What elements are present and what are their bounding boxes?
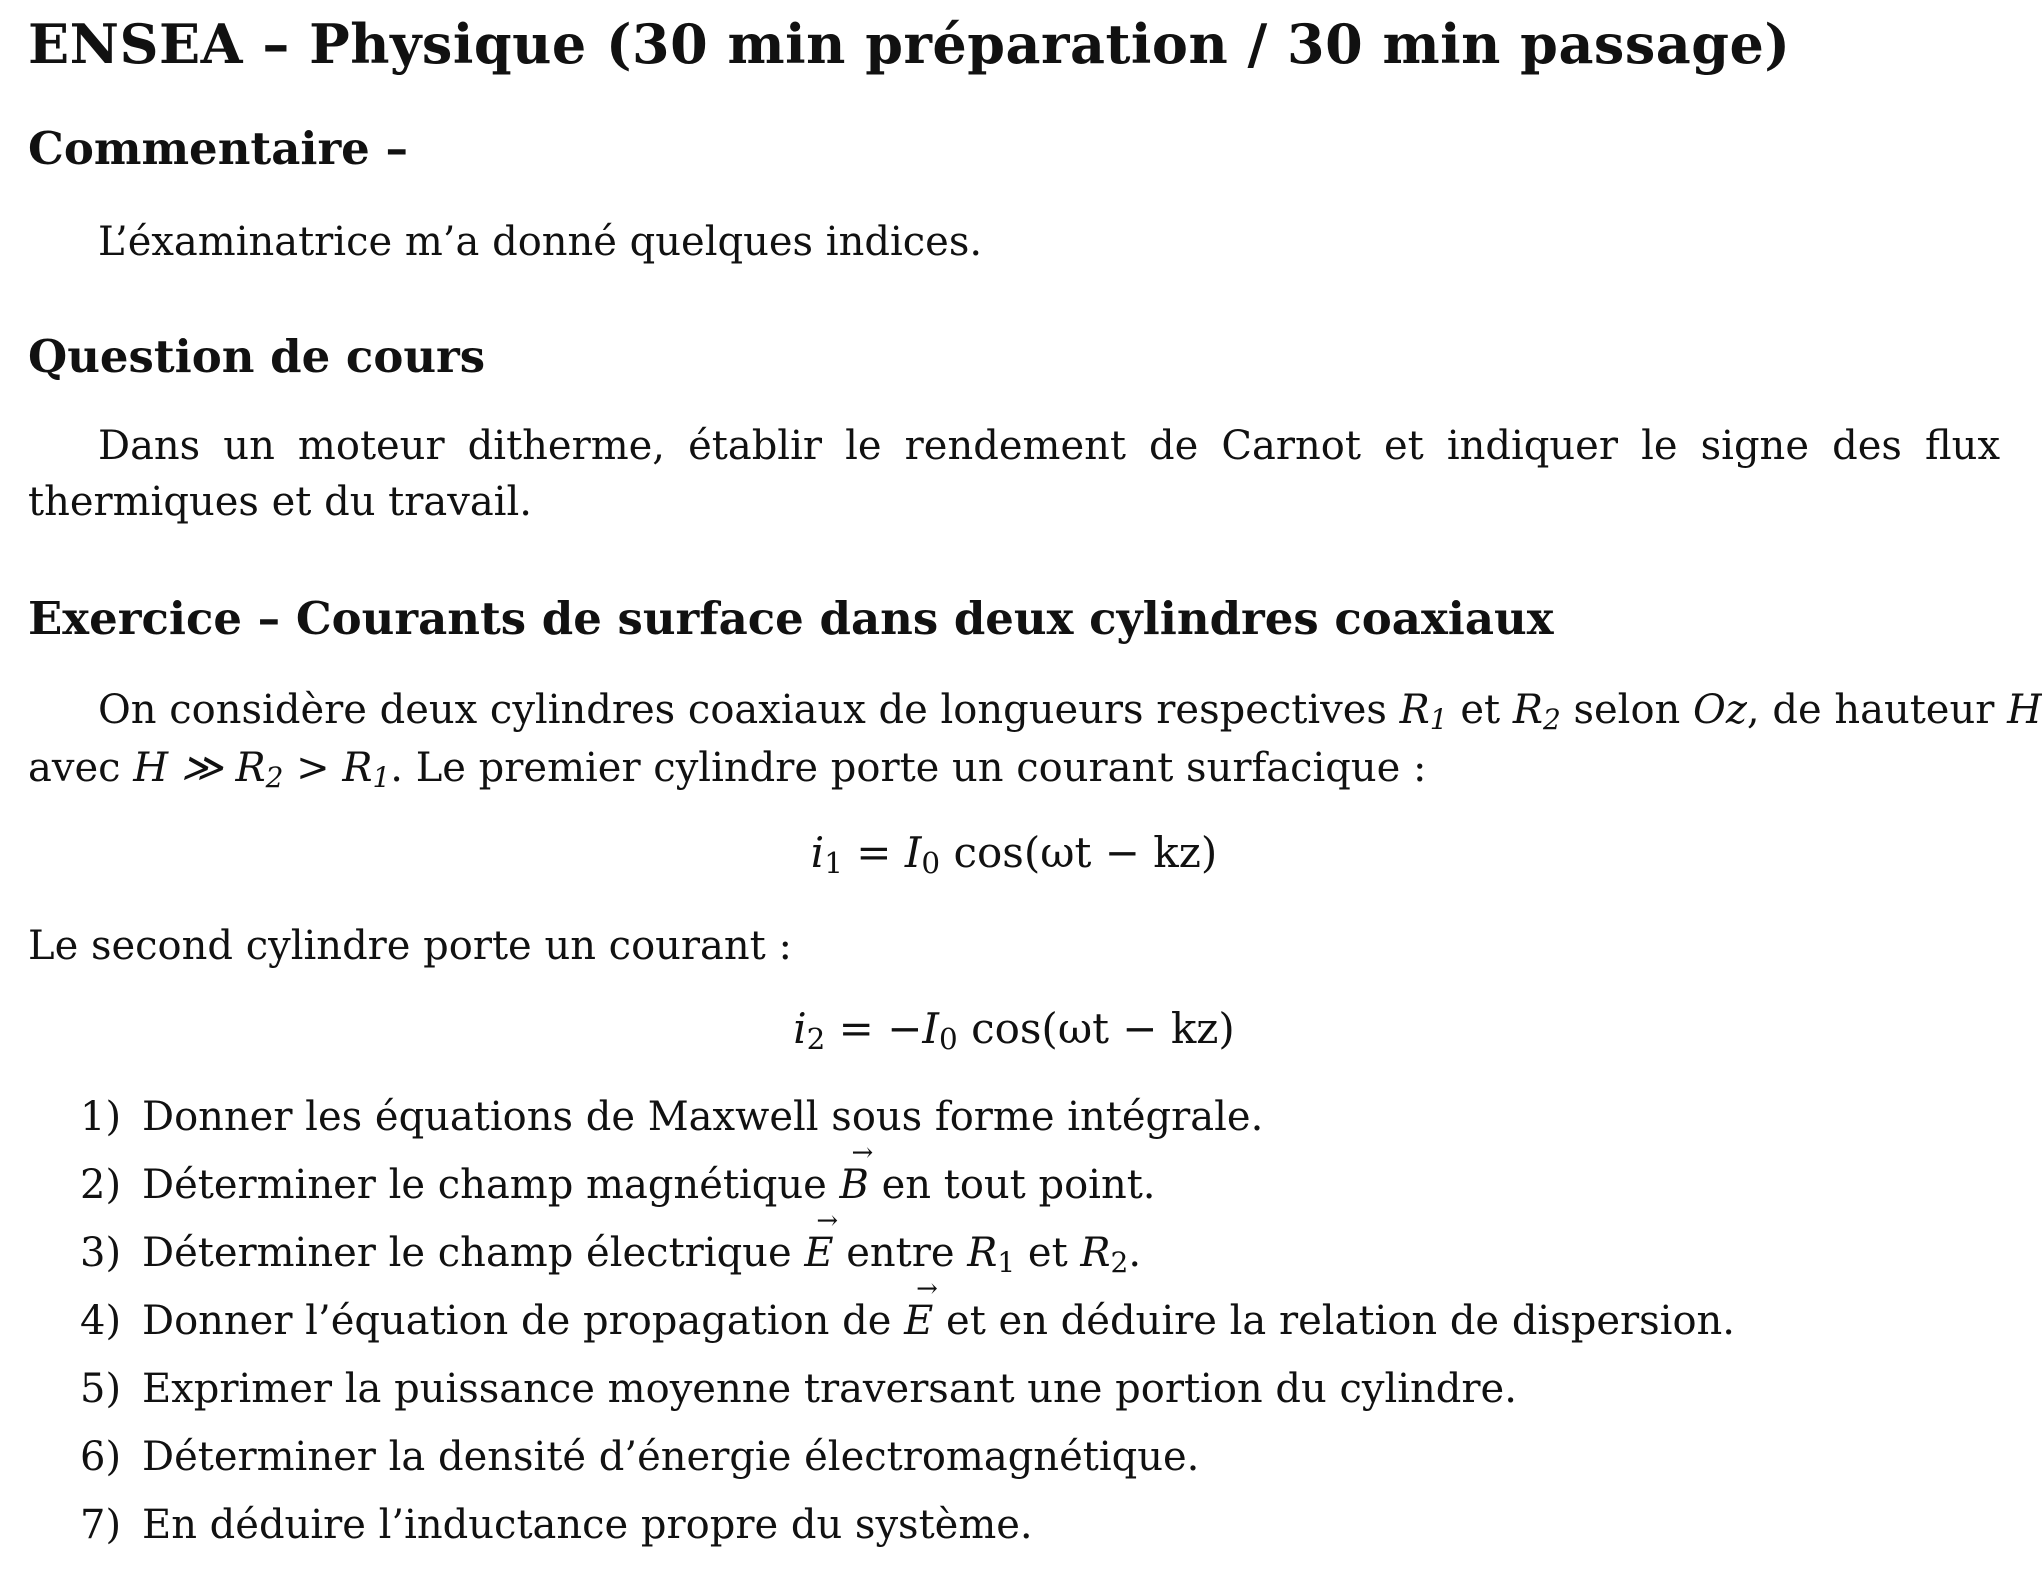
eq1-lhs: i xyxy=(810,828,825,877)
question-text-et: et xyxy=(1015,1230,1081,1276)
math-R1-sub: 1 xyxy=(1429,703,1448,736)
exercice-heading: Exercice – Courants de surface dans deux cylindres coaxiaux xyxy=(28,592,1554,645)
question-3 xyxy=(80,1230,1142,1279)
eq2-equals: = − xyxy=(825,1004,923,1053)
question-text: En déduire l’inductance propre du système. xyxy=(142,1502,1033,1548)
eq1-lhs-sub: 1 xyxy=(824,846,843,880)
math-cond-a: H ≫ R xyxy=(133,745,266,791)
math-condition xyxy=(133,745,391,794)
math-H: H xyxy=(2007,687,2042,733)
question-text: Donner les équations de Maxwell sous forme intégrale. xyxy=(142,1094,1264,1140)
question-number: 7) xyxy=(80,1502,122,1548)
vector-E: → E xyxy=(804,1230,833,1276)
question-4 xyxy=(80,1298,1735,1344)
question-7 xyxy=(80,1502,1033,1548)
math-cond-b: > R xyxy=(296,745,373,791)
question-text: Donner l’équation de propagation de xyxy=(142,1298,905,1344)
math-cond-sub2: 2 xyxy=(265,761,284,794)
equation-i2 xyxy=(28,1004,2000,1056)
question-text-mid: entre xyxy=(833,1230,968,1276)
question-text: Déterminer le champ électrique xyxy=(142,1230,805,1276)
question-text: Déterminer le champ magnétique xyxy=(142,1162,840,1208)
cours-heading: Question de cours xyxy=(28,330,486,383)
intro-selon: selon xyxy=(1573,687,1681,733)
eq2-I: I xyxy=(922,1004,940,1053)
math-R1-sub: 1 xyxy=(997,1246,1016,1279)
intro-avec: avec xyxy=(28,745,121,791)
page-title: ENSEA – Physique (30 min préparation / 30 min passage) xyxy=(28,12,1791,76)
commentaire-text: L’éxaminatrice m’a donné quelques indices. xyxy=(98,219,983,265)
question-text-end: en tout point. xyxy=(868,1162,1156,1208)
eq1-equals: = xyxy=(842,828,905,877)
math-R2-letter: R xyxy=(1512,687,1543,733)
question-1 xyxy=(80,1094,1263,1140)
question-5 xyxy=(80,1366,1517,1412)
math-R2-sub: 2 xyxy=(1542,703,1561,736)
eq2-lhs: i xyxy=(793,1004,807,1053)
eq2-lhs-sub: 2 xyxy=(806,1022,826,1056)
question-number: 6) xyxy=(80,1434,122,1480)
math-R1-letter: R xyxy=(1399,687,1430,733)
exercice-intro-line1 xyxy=(98,682,2042,738)
math-R2 xyxy=(1512,687,1561,736)
question-number: 5) xyxy=(80,1366,122,1412)
equation-i1 xyxy=(28,828,2000,880)
cours-text: Dans un moteur ditherme, établir le rendement de Carnot et indiquer le signe des flux thermiques et du travail. xyxy=(28,423,2000,525)
math-cond-sub1: 1 xyxy=(372,761,391,794)
math-Oz: Oz xyxy=(1693,687,1747,733)
question-number: 2) xyxy=(80,1162,122,1208)
question-text-end: . xyxy=(1128,1230,1142,1276)
question-text-end: et en déduire la relation de dispersion. xyxy=(933,1298,1736,1344)
eq1-rhs: cos(ωt − kz) xyxy=(940,828,1218,877)
eq2-I-sub: 0 xyxy=(939,1022,958,1056)
intro-et: et xyxy=(1460,687,1501,733)
eq1-I: I xyxy=(904,828,922,877)
question-6 xyxy=(80,1434,1199,1480)
eq2-rhs: cos(ωt − kz) xyxy=(957,1004,1235,1053)
math-R2: R xyxy=(1080,1230,1111,1276)
math-R2-sub: 2 xyxy=(1110,1246,1129,1279)
question-2 xyxy=(80,1162,1156,1208)
intro-end: . Le premier cylindre porte un courant surfacique : xyxy=(390,745,1427,791)
intro-hauteur: , de hauteur xyxy=(1746,687,1995,733)
exercice-intro-line2 xyxy=(28,740,1427,796)
question-number: 4) xyxy=(80,1298,122,1344)
question-number: 1) xyxy=(80,1094,122,1140)
intro-text: On considère deux cylindres coaxiaux de longueurs respectives xyxy=(98,687,1387,733)
vector-B: → B xyxy=(839,1162,868,1208)
math-R1 xyxy=(1399,687,1448,736)
second-cylinder-text: Le second cylindre porte un courant : xyxy=(28,923,792,969)
question-number: 3) xyxy=(80,1230,122,1276)
math-R1: R xyxy=(967,1230,998,1276)
eq1-I-sub: 0 xyxy=(921,846,941,880)
commentaire-heading: Commentaire – xyxy=(28,122,408,175)
question-text: Exprimer la puissance moyenne traversant une portion du cylindre. xyxy=(142,1366,1517,1412)
vector-E: → E xyxy=(904,1298,933,1344)
question-text: Déterminer la densité d’énergie électromagnétique. xyxy=(142,1434,1200,1480)
